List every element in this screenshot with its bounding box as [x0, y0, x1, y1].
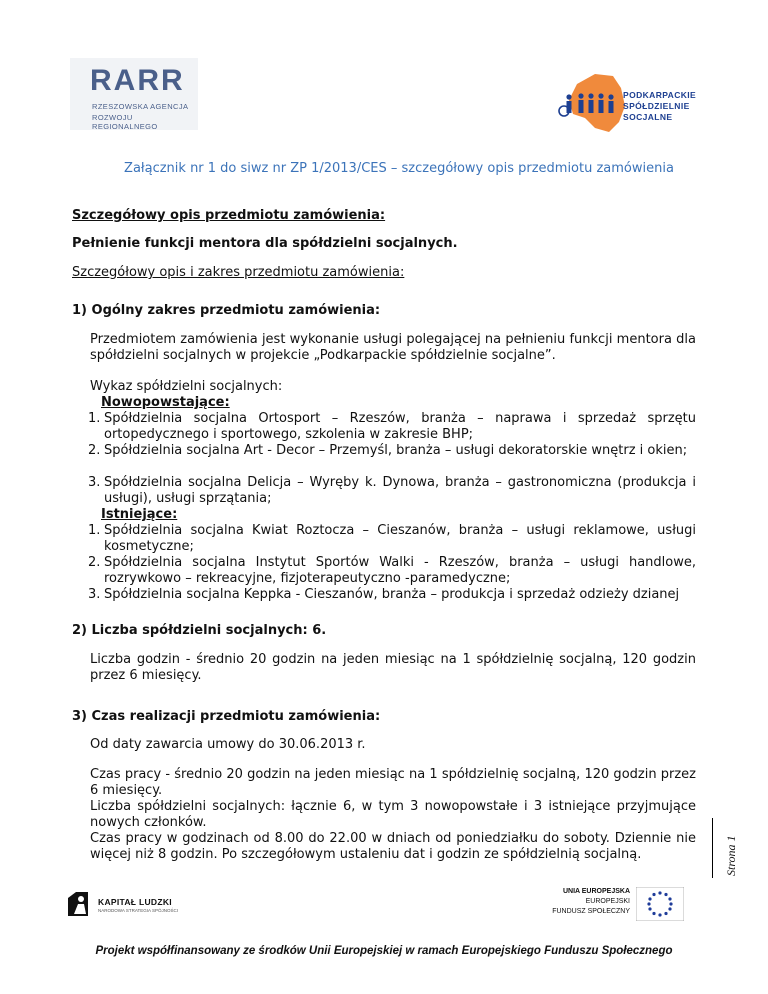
rarr-logo-line2: ROZWOJU REGIONALNEGO: [92, 113, 158, 131]
section3-title: 3) Czas realizacji przedmiotu zamówienia:: [72, 709, 381, 724]
podkarpackie-spoldzielnie-logo: [555, 70, 705, 136]
page-number: 1: [724, 835, 738, 842]
list-item: 2. Spółdzielnia socjalna Instytut Sportów Walki - Rzeszów, branża – usługi handlowe, rozrywkowo – rekreacyjne, fizjoterapeutyczno -paramedyczne;: [88, 555, 696, 586]
document-heading: Szczegółowy opis przedmiotu zamówienia:: [72, 208, 386, 223]
list-item: 2. Spółdzielnia socjalna Art - Decor – Przemyśl, branża – usługi dekoratorskie wnętrz i okien;: [88, 443, 688, 458]
list-item: 1. Spółdzielnia socjalna Ortosport – Rzeszów, branża – naprawa i sprzedaż sprzętu ortopedycznego i sportowego, szkolenia w zakresie BHP;: [88, 411, 696, 442]
existing-cooperatives-label: Istniejące:: [101, 507, 178, 522]
section3-line: Liczba spółdzielni socjalnych: łącznie 6, w tym 3 nowopowstałe i 3 istniejące przyjmujące nowych członków.: [90, 799, 696, 830]
cofinancing-footer: Projekt współfinansowany ze środków Unii Europejskiej w ramach Europejskiego Funduszu Społecznego: [95, 945, 673, 957]
pss-logo-line2: SPÓŁDZIELNIE: [623, 101, 690, 111]
cooperatives-list-label: Wykaz spółdzielni socjalnych:: [90, 379, 283, 394]
page-margin-rule: [712, 818, 713, 878]
eu-line1: UNIA EUROPEJSKA: [562, 888, 630, 895]
new-cooperatives-label: Nowopowstające:: [101, 395, 230, 410]
pss-logo-line3: SOCJALNE: [623, 112, 673, 122]
kapital-ludzki-icon: [66, 890, 90, 918]
eu-flag-icon: [636, 887, 684, 921]
kapital-ludzki-text: KAPITAŁ LUDZKI: [98, 897, 172, 907]
kapital-ludzki-subtext: NARODOWA STRATEGIA SPÓJNOŚCI: [98, 908, 179, 913]
list-item: 3. Spółdzielnia socjalna Delicja – Wyręby k. Dynowa, branża – gastronomiczna (produkcja i usługi), usługi sprzątania;: [88, 475, 696, 506]
rarr-logo-title: RARR: [90, 64, 185, 97]
document-subheading: Pełnienie funkcji mentora dla spółdzielni socjalnych.: [72, 236, 458, 251]
rarr-logo-line1: RZESZOWSKA AGENCJA: [92, 102, 189, 111]
rarr-logo: [70, 58, 198, 130]
eu-line2: EUROPEJSKI: [585, 898, 630, 905]
attachment-caption: Załącznik nr 1 do siwz nr ZP 1/2013/CES – szczegółowy opis przedmiotu zamówienia: [124, 161, 674, 176]
section3-date: Od daty zawarcia umowy do 30.06.2013 r.: [90, 737, 366, 752]
section1-title: 1) Ogólny zakres przedmiotu zamówienia:: [72, 303, 381, 318]
scope-label: Szczegółowy opis i zakres przedmiotu zamówienia:: [72, 265, 405, 280]
eu-line3: FUNDUSZ SPOŁECZNY: [552, 908, 630, 915]
section2-title: 2) Liczba spółdzielni socjalnych: 6.: [72, 623, 327, 638]
kapital-ludzki-logo: [66, 888, 216, 924]
list-item: 3. Spółdzielnia socjalna Keppka - Cieszanów, branża – produkcja i sprzedaż odzieży dzianej: [88, 587, 680, 602]
page-number-marker: [724, 818, 740, 878]
list-item: 1. Spółdzielnia socjalna Kwiat Roztocza – Cieszanów, branża – usługi reklamowe, usługi kosmetyczne;: [88, 523, 696, 554]
section2-text: Liczba godzin - średnio 20 godzin na jeden miesiąc na 1 spółdzielnię socjalną, 120 godzin przez 6 miesięcy.: [90, 652, 696, 683]
eu-efs-logo: [538, 883, 688, 927]
section3-line: Czas pracy w godzinach od 8.00 do 22.00 w dniach od poniedziałku do soboty. Dziennie nie więcej niż 8 godzin. Po szczegółowym ustaleniu dat i godzin ze spółdzielnią socjalną.: [90, 831, 696, 862]
section3-line: Czas pracy - średnio 20 godzin na jeden miesiąc na 1 spółdzielnię socjalną, 120 godzin przez 6 miesięcy.: [90, 767, 696, 798]
section1-intro: Przedmiotem zamówienia jest wykonanie usługi polegającej na pełnieniu funkcji mentora dla spółdzielni socjalnych w projekcie „Podkarpackie spółdzielnie socjalne”.: [90, 332, 696, 363]
page-label: Strona: [724, 844, 738, 876]
pss-logo-line1: PODKARPACKIE: [623, 90, 697, 100]
